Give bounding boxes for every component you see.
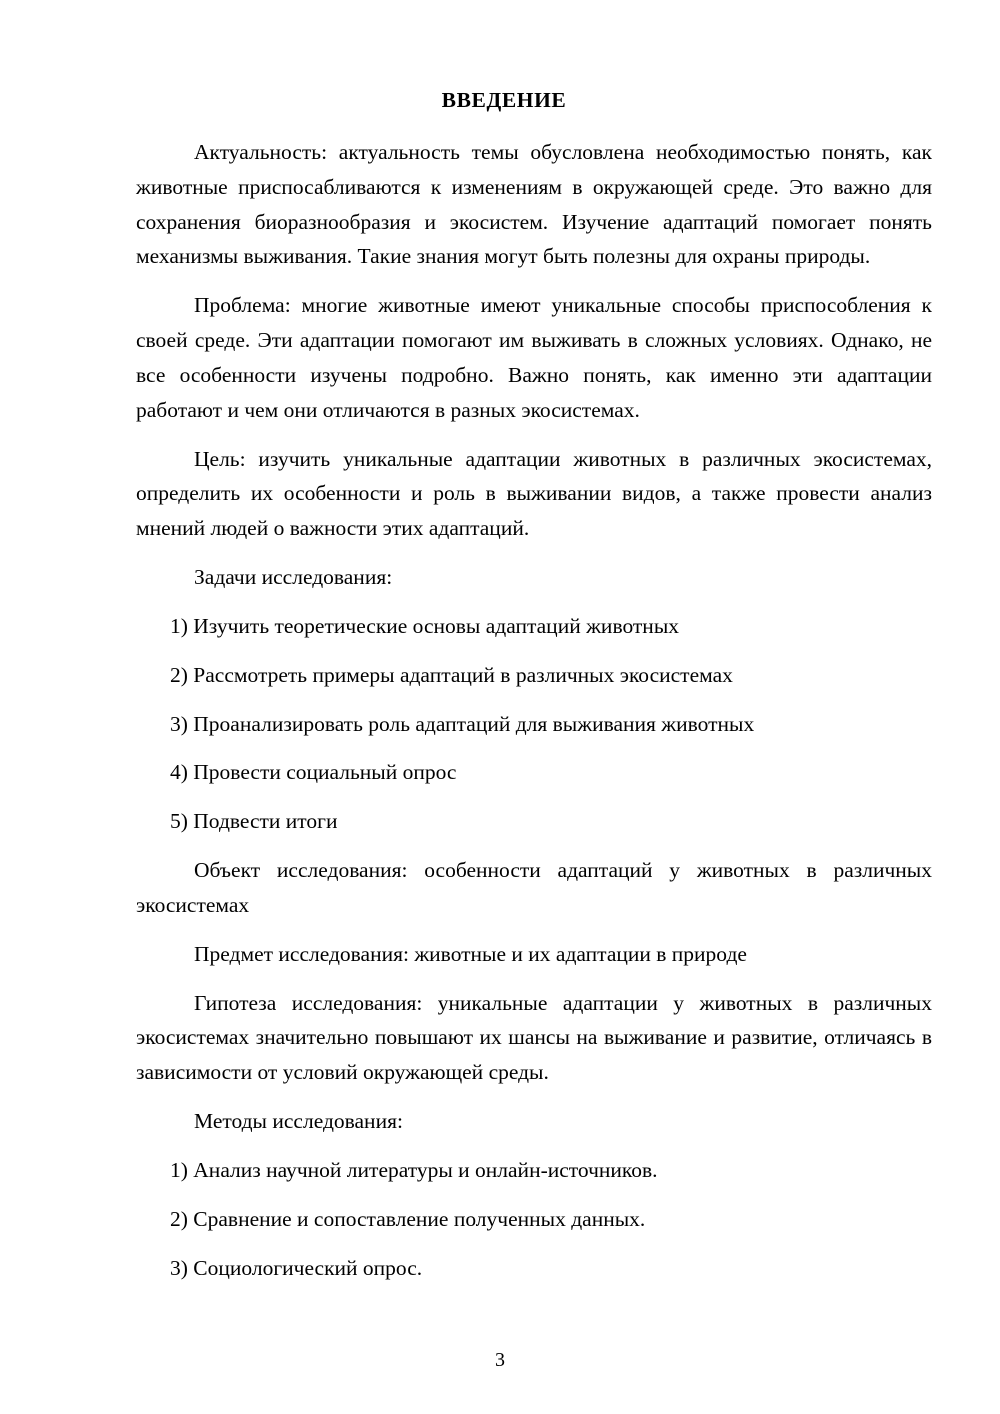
- list-item: 1) Анализ научной литературы и онлайн-источников.: [170, 1157, 658, 1182]
- paragraph-subject: Предмет исследования: животные и их адаптации в природе: [194, 941, 747, 966]
- tasks-heading: Задачи исследования:: [194, 565, 393, 590]
- list-item: 4) Провести социальный опрос: [170, 760, 457, 785]
- paragraph-goal: Цель: изучить уникальные адаптации животных в различных экосистемах, определить их особенности и роль в выживании видов, а также провести анализ мнений людей о важности этих адаптаций.: [136, 446, 932, 541]
- paragraph-object: Объект исследования: особенности адаптаций у животных в различных экосистемах: [136, 858, 932, 917]
- page-number: 3: [495, 1349, 505, 1371]
- paragraph-relevance: Актуальность: актуальность темы обусловлена необходимостью понять, как животные приспосабливаются к изменениям в окружающей среде. Это важно для сохранения биоразнообразия и экосистем. Изучение адаптаций помогает понять механизмы выживания. Такие знания могут быть полезны для охраны природы.: [136, 140, 932, 269]
- list-item: 5) Подвести итоги: [170, 809, 338, 834]
- paragraph-problem: Проблема: многие животные имеют уникальные способы приспособления к своей среде. Эти адаптации помогают им выживать в сложных условиях. Однако, не все особенности изучены подробно. Важно понять, как именно эти адаптации работают и чем они отличаются в разных экосистемах.: [136, 293, 932, 422]
- paragraph-hypothesis: Гипотеза исследования: уникальные адаптации у животных в различных экосистемах значительно повышают их шансы на выживание и развитие, отличаясь в зависимости от условий окружающей среды.: [136, 990, 932, 1085]
- list-item: 1) Изучить теоретические основы адаптаций животных: [170, 613, 680, 638]
- list-item: 3) Проанализировать роль адаптаций для выживания животных: [170, 711, 755, 736]
- methods-heading: Методы исследования:: [194, 1109, 403, 1134]
- list-item: 3) Социологический опрос.: [170, 1255, 423, 1280]
- page-title: ВВЕДЕНИЕ: [441, 88, 567, 112]
- list-item: 2) Рассмотреть примеры адаптаций в различных экосистемах: [170, 662, 733, 687]
- list-item: 2) Сравнение и сопоставление полученных данных.: [170, 1206, 646, 1231]
